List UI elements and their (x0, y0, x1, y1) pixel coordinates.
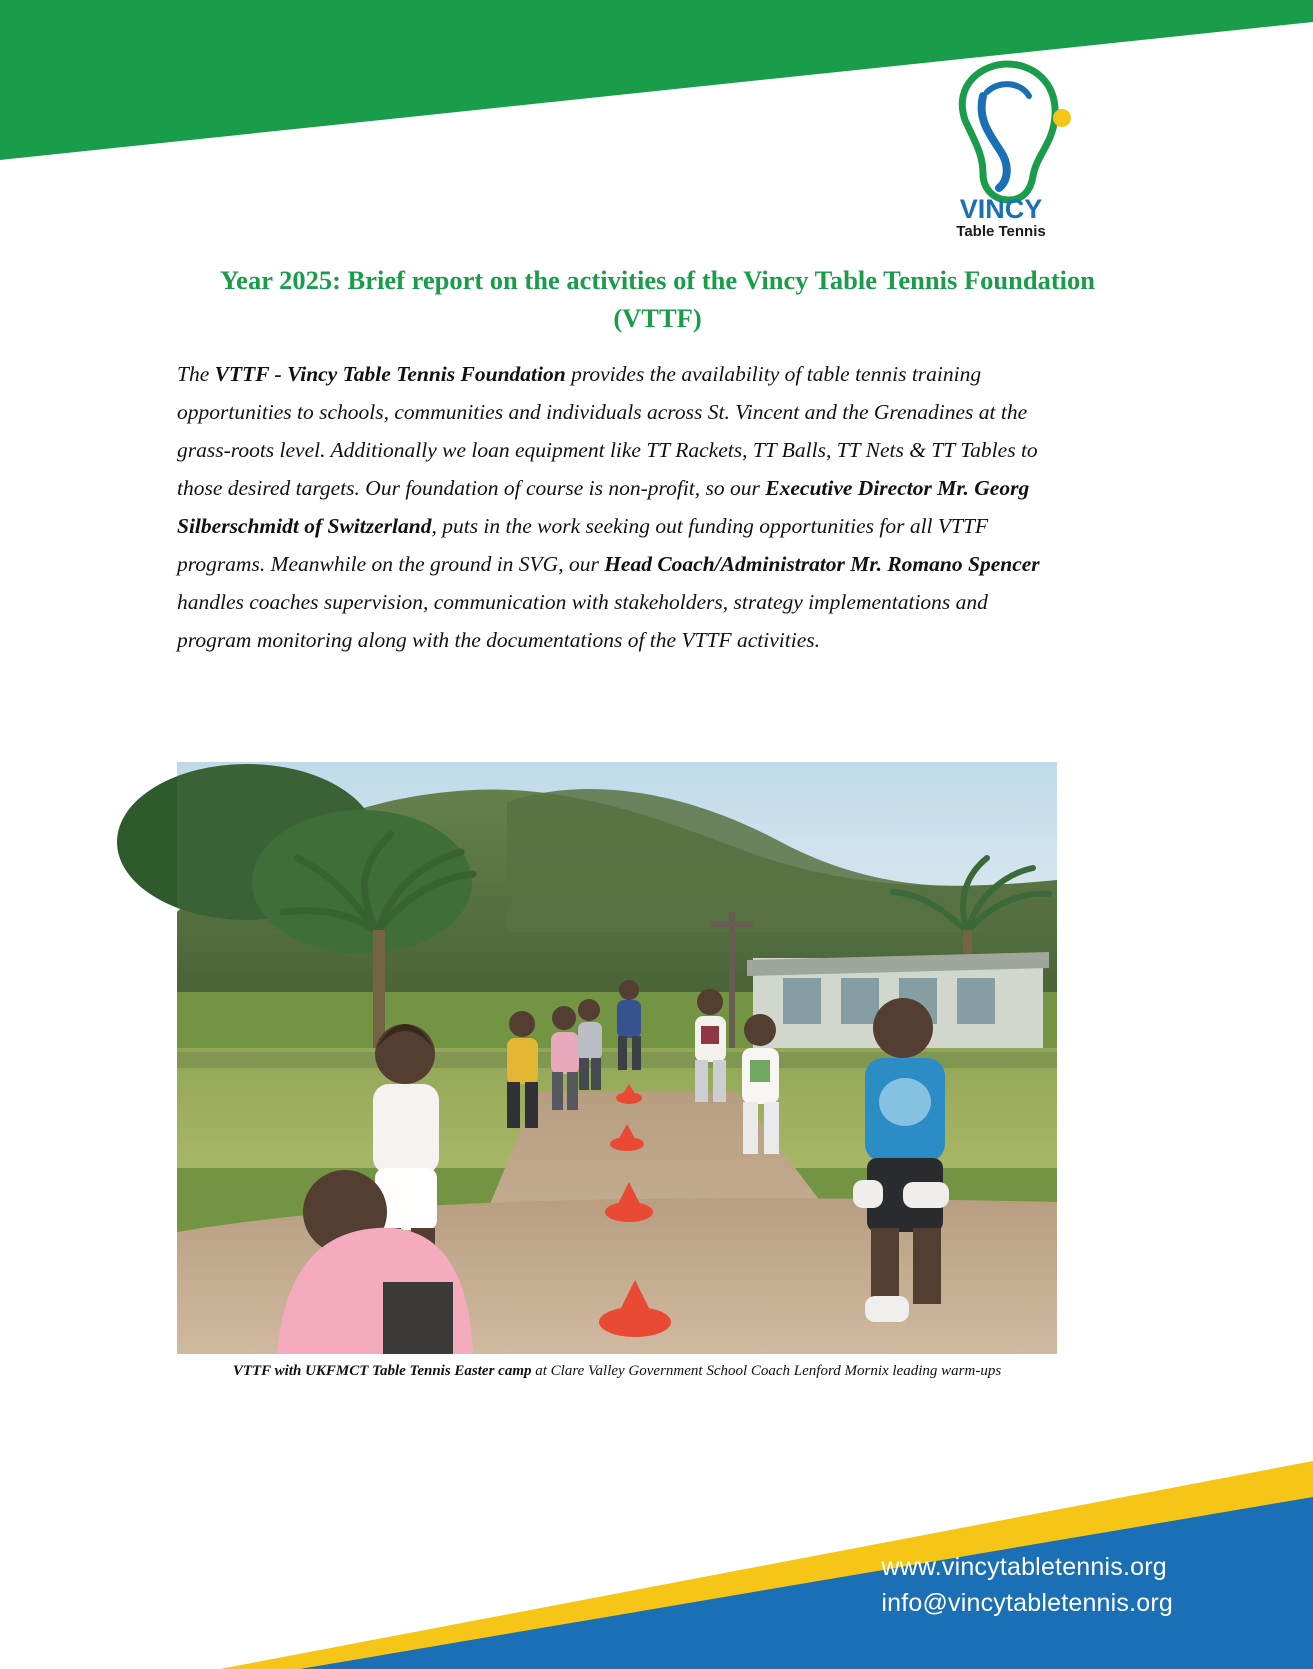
logo-submark: Table Tennis (956, 223, 1046, 240)
footer-contact (881, 1549, 1173, 1622)
body-segment-0: The (177, 362, 215, 386)
body-segment-5: Head Coach/Administrator Mr. Romano Spencer (604, 552, 1040, 577)
bottom-banner (0, 1369, 1313, 1669)
body-paragraph (177, 355, 1057, 659)
body-segment-2: provides the availability of table tennis training opportunities to schools, communities and individuals across St. Vincent and the Grenadines at the grass-roots level. Additionally we loan equipment like TT Rackets, TT Balls, TT Nets & TT Tables to those desired targets. Our foundation of course is non-profit, so our (177, 362, 1038, 501)
vincy-table-tennis-logo (905, 58, 1095, 240)
logo-wordmark: VINCY (959, 194, 1043, 224)
footer-email[interactable]: info@vincytabletennis.org (881, 1588, 1173, 1617)
footer-website[interactable]: www.vincytabletennis.org (881, 1552, 1167, 1581)
page-title: Year 2025: Brief report on the activities of the Vincy Table Tennis Foundation (VTTF) (219, 265, 1096, 333)
photo-caption-bold: VTTF with UKFMCT Table Tennis Easter camp (232, 1363, 532, 1379)
body-segment-4: , puts in the work seeking out funding opportunities for all VTTF programs. Meanwhile on the ground in SVG, our (177, 514, 989, 577)
body-segment-3: Executive Director Mr. Georg Silberschmidt of Switzerland (177, 476, 1030, 539)
top-green-banner (0, 0, 1313, 180)
body-segment-6: handles coaches supervision, communication with stakeholders, strategy implementations and program monitoring along with the documentations of the VTTF activities. (177, 590, 988, 653)
easter-camp-warmup-photo (177, 762, 1057, 1354)
body-segment-1: VTTF - Vincy Table Tennis Foundation (214, 362, 566, 386)
photo-caption-rest: at Clare Valley Government School Coach Lenford Mornix leading warm-ups (531, 1363, 1002, 1379)
